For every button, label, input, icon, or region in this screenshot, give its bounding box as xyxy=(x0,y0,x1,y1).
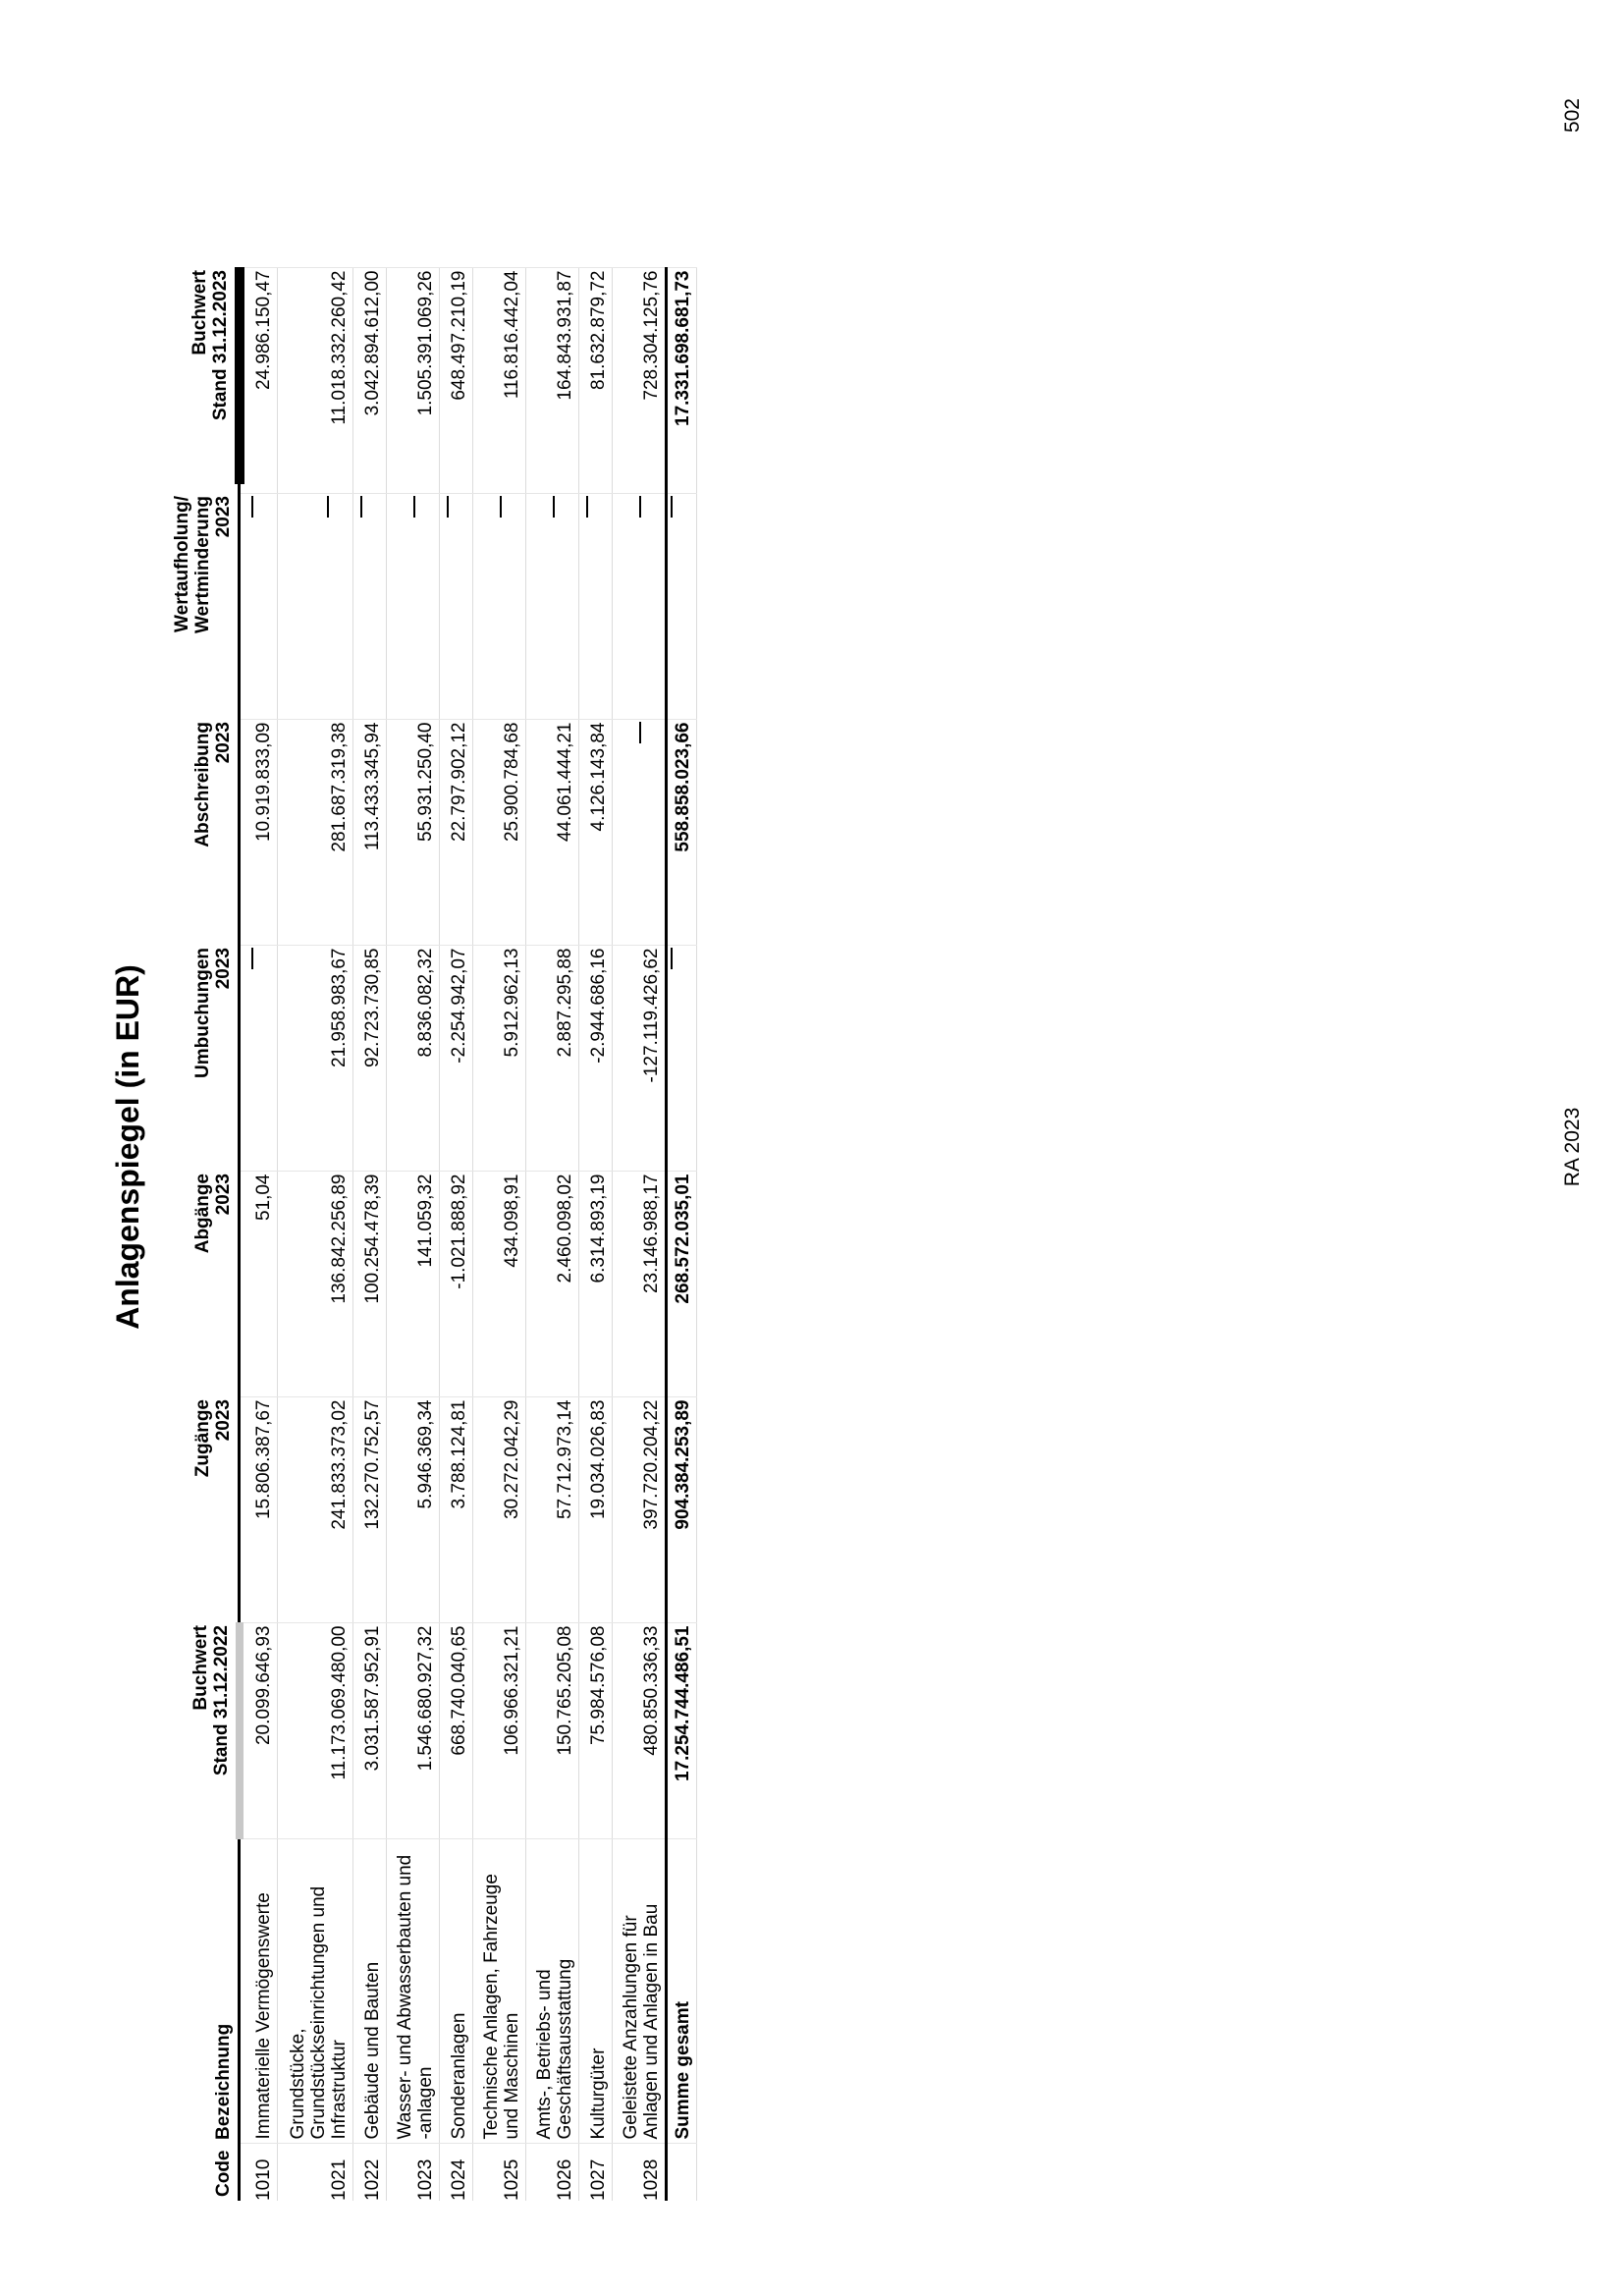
row-name xyxy=(578,1839,612,2144)
cell-bw2023: 648.497.210,19 xyxy=(439,268,472,484)
total-umb xyxy=(666,946,696,1162)
cell-bw2023: 728.304.125,76 xyxy=(612,268,666,484)
cell-bw2022: 150.765.205,08 xyxy=(525,1623,578,1839)
cell-abs: 281.687.319,38 xyxy=(277,720,352,936)
cell-bw2022: 75.984.576,08 xyxy=(578,1623,612,1839)
row-code: 1024 xyxy=(439,2144,472,2201)
row-name-line: Infrastruktur xyxy=(328,2040,350,2140)
row-name-line: Anlagen und Anlagen in Bau xyxy=(640,1903,662,2140)
dash-mark xyxy=(360,497,383,519)
cell-abg: 100.254.478,39 xyxy=(352,1172,386,1388)
row-name-line: Grundstückseinrichtungen und xyxy=(307,1885,329,2140)
page-number: 502 xyxy=(1561,98,1584,134)
cell-wert xyxy=(612,494,666,710)
cell-wert xyxy=(525,494,578,710)
cell-umb: -127.119.426,62 xyxy=(612,946,666,1162)
cell-bw2023: 3.042.894.612,00 xyxy=(352,268,386,484)
cell-abs: 113.433.345,94 xyxy=(352,720,386,936)
table-row xyxy=(352,268,386,2201)
cell-abg: 23.146.988,17 xyxy=(612,1172,666,1388)
cell-abs: 4.126.143,84 xyxy=(578,720,612,936)
total-wert xyxy=(666,494,696,710)
row-code: 1028 xyxy=(612,2144,666,2201)
col-header-name: Bezeichnung xyxy=(172,1839,240,2144)
cell-zug: 3.788.124,81 xyxy=(439,1397,472,1613)
dash-mark xyxy=(639,723,662,744)
total-abs: 558.858.023,66 xyxy=(666,720,696,936)
row-name xyxy=(277,1839,352,2144)
dash-mark xyxy=(586,497,609,519)
dash-mark xyxy=(251,949,274,970)
cell-bw2022: 480.850.336,33 xyxy=(612,1623,666,1839)
row-name xyxy=(386,1839,439,2144)
total-bw2023: 17.331.698.681,73 xyxy=(666,268,696,484)
row-code: 1027 xyxy=(578,2144,612,2201)
row-code: 1021 xyxy=(277,2144,352,2201)
asset-table xyxy=(172,268,697,2202)
table-row xyxy=(525,268,578,2201)
row-name-line: Grundstücke, xyxy=(287,2028,308,2140)
cell-bw2022: 668.740.040,65 xyxy=(439,1623,472,1839)
row-code: 1025 xyxy=(472,2144,525,2201)
cell-zug: 241.833.373,02 xyxy=(277,1397,352,1613)
cell-abg: 136.842.256,89 xyxy=(277,1172,352,1388)
col-header-buchwert-2022: Buchwert Stand 31.12.2022 xyxy=(172,1623,240,1839)
cell-abg: 2.460.098,02 xyxy=(525,1172,578,1388)
dash-mark xyxy=(671,497,693,519)
cell-wert xyxy=(472,494,525,710)
row-name-line: Technische Anlagen, Fahrzeuge xyxy=(480,1874,502,2140)
cell-bw2023: 116.816.442,04 xyxy=(472,268,525,484)
row-name-line: Sonderanlagen xyxy=(448,2012,469,2140)
cell-zug: 5.946.369,34 xyxy=(386,1397,439,1613)
cell-zug: 30.272.042,29 xyxy=(472,1397,525,1613)
cell-abs: 44.061.444,21 xyxy=(525,720,578,936)
cell-wert xyxy=(578,494,612,710)
total-abg: 268.572.035,01 xyxy=(666,1172,696,1388)
col-header-zugaenge: Zugänge 2023 xyxy=(172,1397,240,1613)
total-zug: 904.384.253,89 xyxy=(666,1397,696,1613)
col-header-abschreibung: Abschreibung 2023 xyxy=(172,720,240,936)
row-name-line: Immaterielle Vermögenswerte xyxy=(252,1892,274,2140)
table-row xyxy=(612,268,666,2201)
row-code: 1022 xyxy=(352,2144,386,2201)
cell-abs: 55.931.250,40 xyxy=(386,720,439,936)
cell-umb: -2.944.686,16 xyxy=(578,946,612,1162)
row-name-line: Amts-, Betriebs- und xyxy=(533,1969,555,2140)
col-header-umbuchungen: Umbuchungen 2023 xyxy=(172,946,240,1162)
row-name xyxy=(439,1839,472,2144)
cell-abs xyxy=(612,720,666,936)
dash-mark xyxy=(327,497,350,519)
cell-abg: -1.021.888,92 xyxy=(439,1172,472,1388)
dash-mark xyxy=(553,497,575,519)
cell-bw2023: 1.505.391.069,26 xyxy=(386,268,439,484)
cell-zug: 19.034.026,83 xyxy=(578,1397,612,1613)
cell-bw2022: 1.546.680.927,32 xyxy=(386,1623,439,1839)
row-name-line: und Maschinen xyxy=(501,2012,522,2140)
total-row xyxy=(666,268,696,2201)
cell-abg: 141.059,32 xyxy=(386,1172,439,1388)
col-header-code: Code xyxy=(172,2144,240,2201)
cell-wert xyxy=(439,494,472,710)
dash-mark xyxy=(413,497,436,519)
row-name-line: -anlagen xyxy=(414,2066,436,2140)
cell-bw2023: 164.843.931,87 xyxy=(525,268,578,484)
row-code: 1026 xyxy=(525,2144,578,2201)
cell-umb: 2.887.295,88 xyxy=(525,946,578,1162)
total-bw2022: 17.254.744.486,51 xyxy=(666,1623,696,1839)
cell-umb: -2.254.942,07 xyxy=(439,946,472,1162)
cell-wert xyxy=(352,494,386,710)
dash-mark xyxy=(251,497,274,519)
footer-report-label: RA 2023 xyxy=(1561,1107,1584,1187)
cell-wert xyxy=(386,494,439,710)
row-name xyxy=(525,1839,578,2144)
cell-abg: 434.098,91 xyxy=(472,1172,525,1388)
col-header-buchwert-2023: Buchwert Stand 31.12.2023 xyxy=(172,268,240,484)
row-name-line: Geschäftsausstattung xyxy=(554,1958,575,2140)
cell-bw2023: 11.018.332.260,42 xyxy=(277,268,352,484)
cell-wert xyxy=(277,494,352,710)
cell-abs: 22.797.902,12 xyxy=(439,720,472,936)
col-header-abgaenge: Abgänge 2023 xyxy=(172,1172,240,1388)
dash-mark xyxy=(500,497,522,519)
row-name-line: Geleistete Anzahlungen für xyxy=(620,1915,641,2140)
cell-zug: 397.720.204,22 xyxy=(612,1397,666,1613)
row-name-line: Kulturgüter xyxy=(587,2048,609,2140)
table-body xyxy=(240,268,697,2201)
table-row xyxy=(472,268,525,2201)
row-name-line: Gebäude und Bauten xyxy=(361,1961,383,2140)
cell-umb: 5.912.962,13 xyxy=(472,946,525,1162)
row-name xyxy=(472,1839,525,2144)
col-header-wertaufholung: Wertaufholung/ Wertminderung 2023 xyxy=(172,494,240,710)
cell-zug: 15.806.387,67 xyxy=(240,1397,278,1613)
dash-mark xyxy=(639,497,662,519)
row-code: 1023 xyxy=(386,2144,439,2201)
cell-umb: 92.723.730,85 xyxy=(352,946,386,1162)
asset-table-wrapper xyxy=(172,268,697,2202)
table-row xyxy=(578,268,612,2201)
cell-bw2022: 20.099.646,93 xyxy=(240,1623,278,1839)
cell-abs: 25.900.784,68 xyxy=(472,720,525,936)
dash-mark xyxy=(447,497,469,519)
table-header-row xyxy=(172,268,240,2201)
row-name xyxy=(612,1839,666,2144)
table-row xyxy=(439,268,472,2201)
cell-wert xyxy=(240,494,278,710)
cell-umb: 8.836.082,32 xyxy=(386,946,439,1162)
cell-abg: 51,04 xyxy=(240,1172,278,1388)
row-code: 1010 xyxy=(240,2144,278,2201)
cell-bw2022: 106.966.321,21 xyxy=(472,1623,525,1839)
cell-zug: 57.712.973,14 xyxy=(525,1397,578,1613)
row-name-line: Wasser- und Abwasserbauten und xyxy=(394,1854,415,2140)
cell-umb xyxy=(240,946,278,1162)
cell-bw2022: 3.031.587.952,91 xyxy=(352,1623,386,1839)
cell-umb: 21.958.983,67 xyxy=(277,946,352,1162)
cell-abs: 10.919.833,09 xyxy=(240,720,278,936)
page-title: Anlagenspiegel (in EUR) xyxy=(110,964,145,1330)
cell-bw2023: 81.632.879,72 xyxy=(578,268,612,484)
cell-zug: 132.270.752,57 xyxy=(352,1397,386,1613)
total-label: Summe gesamt xyxy=(666,1839,696,2144)
row-name xyxy=(352,1839,386,2144)
dash-mark xyxy=(671,949,693,970)
table-row xyxy=(386,268,439,2201)
table-row xyxy=(277,268,352,2201)
row-name xyxy=(240,1839,278,2144)
cell-bw2023: 24.986.150,47 xyxy=(240,268,278,484)
cell-bw2022: 11.173.069.480,00 xyxy=(277,1623,352,1839)
cell-abg: 6.314.893,19 xyxy=(578,1172,612,1388)
table-row xyxy=(240,268,278,2201)
